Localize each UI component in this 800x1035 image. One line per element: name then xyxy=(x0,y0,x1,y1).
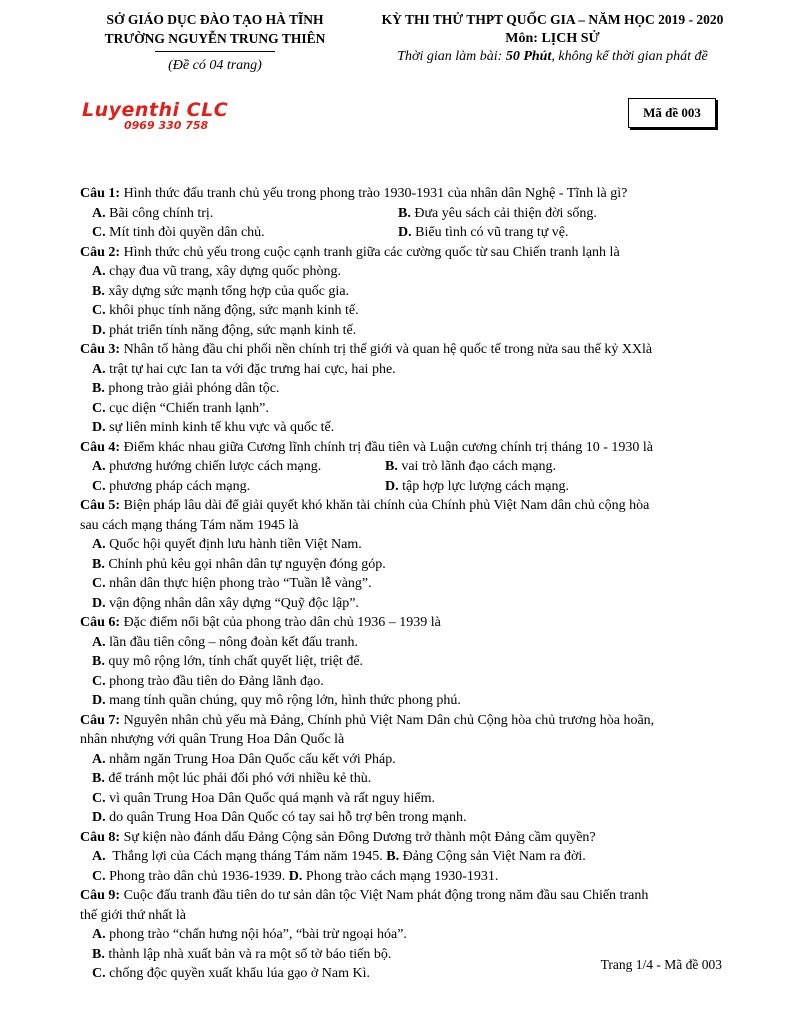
option-b[interactable]: B. để tránh một lúc phải đối phó với nhiều kẻ thù. xyxy=(92,771,372,786)
option-d[interactable]: D. phát triển tính năng động, sức mạnh kinh tế. xyxy=(92,322,357,338)
school-name: TRƯỜNG NGUYỄN TRUNG THIÊN xyxy=(104,31,326,46)
pages-note: (Đề có 04 trang) xyxy=(168,58,262,73)
option-c[interactable]: C. phong trào đầu tiên do Đảng lãnh đạo. xyxy=(92,673,324,689)
option-b[interactable]: B. Đảng Cộng sản Việt Nam ra đời. xyxy=(386,849,586,864)
option-a[interactable]: A. phong trào “chấn hưng nội hóa”, “bài trừ ngoại hóa”. xyxy=(92,927,407,942)
logo-phone: 0969 330 758 xyxy=(124,119,209,132)
luyenthi-logo xyxy=(82,100,228,132)
exam-header xyxy=(345,10,760,66)
option-c[interactable]: C. cục diện “Chiến tranh lạnh”. xyxy=(92,400,269,416)
exam-code-box: Mã đề 003 xyxy=(628,98,716,128)
question-9: Câu 9: Cuộc đấu tranh đầu tiên do tư sản dân tộc Việt Nam phát động trong năm đầu sau Chiến tranh thế giới thứ nhất là A. phong trào “chấn hưng nội hóa”, “bài trừ ngoại hóa”. B. thành lập nhà xuất bản và ra một số tờ báo tiến bộ. C. chống độc quyền xuất khẩu lúa gạo ở Nam Kì. xyxy=(80,886,730,984)
question-6: Câu 6: Đặc điểm nổi bật của phong trào dân chủ 1936 – 1939 là A. lần đầu tiên công – nông đoàn kết đấu tranh. B. quy mô rộng lớn, tính chất quyết liệt, triệt để. C. phong trào đầu tiên do Đảng lãnh đạo. D. mang tính quần chúng, quy mô rộng lớn, hình thức phong phú. xyxy=(80,613,730,711)
option-c[interactable]: C. Mít tinh đòi quyền dân chủ. xyxy=(92,225,265,240)
option-b[interactable]: B. Chính phủ kêu gọi nhân dân tự nguyện đóng góp. xyxy=(92,556,386,572)
option-b[interactable]: B. vai trò lãnh đạo cách mạng. xyxy=(385,459,557,474)
option-a[interactable]: A. nhằm ngăn Trung Hoa Dân Quốc cấu kết với Pháp. xyxy=(92,751,396,767)
option-a[interactable]: A. trật tự hai cực Ian ta với đặc trưng hai cực, hai phe. xyxy=(92,361,396,377)
option-c[interactable]: C. nhân dân thực hiện phong trào “Tuần lễ vàng”. xyxy=(92,576,372,591)
department-name: SỞ GIÁO DỤC ĐÀO TẠO HÀ TĨNH xyxy=(106,12,324,27)
header-divider xyxy=(155,51,275,52)
question-5: Câu 5: Biện pháp lâu dài để giải quyết khó khăn tài chính của Chính phủ Việt Nam dân chủ cộng hòa sau cách mạng tháng Tám năm 1945 là A. Quốc hội quyết định lưu hành tiền Việt Nam. B. Chính phủ kêu gọi nhân dân tự nguyện đóng góp. C. nhân dân thực hiện phong trào “Tuần lễ vàng”. D. vận động nhân dân xây dựng “Quỹ độc lập”. xyxy=(80,496,730,613)
option-c[interactable]: C. chống độc quyền xuất khẩu lúa gạo ở Nam Kì. xyxy=(92,966,371,981)
option-c[interactable]: C. Phong trào dân chủ 1936-1939. xyxy=(92,868,286,884)
question-3: Câu 3: Nhân tố hàng đầu chi phối nền chính trị thế giới và quan hệ quốc tế trong nửa sau thế kỷ XXlà A. trật tự hai cực Ian ta với đặc trưng hai cực, hai phe. B. phong trào giải phóng dân tộc. C. cục diện “Chiến tranh lạnh”. D. sự liên minh kinh tế khu vực và quốc tế. xyxy=(80,340,730,438)
option-c[interactable]: C. phương pháp cách mạng. xyxy=(92,478,251,494)
option-c[interactable]: C. khôi phục tính năng động, sức mạnh kinh tế. xyxy=(92,303,359,318)
option-d[interactable]: D. Biểu tình có vũ trang tự vệ. xyxy=(398,225,569,240)
option-a[interactable]: A. Bãi công chính trị. xyxy=(92,205,214,221)
option-d[interactable]: D. Phong trào cách mạng 1930-1931. xyxy=(288,868,499,884)
option-d[interactable]: D. sự liên minh kinh tế khu vực và quốc tế. xyxy=(92,420,335,435)
exam-subject: Môn: LỊCH SỬ xyxy=(505,31,600,46)
option-d[interactable]: D. tập hợp lực lượng cách mạng. xyxy=(385,478,569,494)
option-b[interactable]: B. xây dựng sức mạnh tổng hợp của quốc gia. xyxy=(92,283,350,299)
logo-name: Luyenthi CLC xyxy=(82,99,229,121)
option-d[interactable]: D. do quân Trung Hoa Dân Quốc có tay sai hỗ trợ bên trong mạnh. xyxy=(92,810,467,825)
option-d[interactable]: D. mang tính quần chúng, quy mô rộng lớn, hình thức phong phú. xyxy=(92,693,461,708)
question-7: Câu 7: Nguyên nhân chủ yếu mà Đảng, Chính phủ Việt Nam Dân chủ Cộng hòa chủ trương hòa hoãn, nhân nhượng với quân Trung Hoa Dân Quốc là A. nhằm ngăn Trung Hoa Dân Quốc cấu kết với Pháp. B. để tránh một lúc phải đối phó với nhiều kẻ thù. C. vì quân Trung Hoa Dân Quốc quá mạnh và rất nguy hiểm. D. do quân Trung Hoa Dân Quốc có tay sai hỗ trợ bên trong mạnh. xyxy=(80,711,730,828)
option-a[interactable]: A. phương hướng chiến lược cách mạng. xyxy=(92,459,322,474)
questions-list xyxy=(80,184,730,984)
option-b[interactable]: B. Đưa yêu sách cải thiện đời sống. xyxy=(398,205,597,221)
question-8: Câu 8: Sự kiện nào đánh dấu Đảng Cộng sản Đông Dương trở thành một Đảng cầm quyền? A. Thắng lợi của Cách mạng tháng Tám năm 1945. B. Đảng Cộng sản Việt Nam ra đời. C. Phong trào dân chủ 1936-1939. D. Phong trào cách mạng 1930-1931. xyxy=(80,829,596,884)
option-a[interactable]: A. lần đầu tiên công – nông đoàn kết đấu tranh. xyxy=(92,634,358,650)
option-b[interactable]: B. quy mô rộng lớn, tính chất quyết liệt, triệt để. xyxy=(92,654,364,669)
option-c[interactable]: C. vì quân Trung Hoa Dân Quốc quá mạnh và rất nguy hiểm. xyxy=(92,790,435,806)
option-a[interactable]: A. chạy đua vũ trang, xây dựng quốc phòng. xyxy=(92,264,342,279)
question-4: Câu 4: Điểm khác nhau giữa Cương lĩnh chính trị đầu tiên và Luận cương chính trị tháng 10 - 1930 là A. phương hướng chiến lược cách mạng. B. vai trò lãnh đạo cách mạng. C. phương pháp cách mạng. D. tập hợp lực lượng cách mạng. xyxy=(80,438,730,497)
exam-title: KỲ THI THỬ THPT QUỐC GIA – NĂM HỌC 2019 - 2020 xyxy=(381,12,724,27)
option-d[interactable]: D. vận động nhân dân xây dựng “Quỹ độc lập”. xyxy=(92,595,359,611)
question-1: Câu 1: Hình thức đấu tranh chủ yếu trong phong trào 1930-1931 của nhân dân Nghệ - Tĩnh là gì? A. Bãi công chính trị. B. Đưa yêu sách cải thiện đời sống. C. Mít tinh đòi quyền dân chủ. D. Biểu tình có vũ trang tự vệ. xyxy=(80,184,730,243)
page-footer: Trang 1/4 - Mã đề 003 xyxy=(600,957,722,972)
school-header xyxy=(70,10,360,74)
exam-time: Thời gian làm bài: 50 Phút, không kể thời gian phát đề xyxy=(397,49,708,64)
option-a[interactable]: A. Thắng lợi của Cách mạng tháng Tám năm 1945. xyxy=(92,849,383,864)
option-a[interactable]: A. Quốc hội quyết định lưu hành tiền Việt Nam. xyxy=(92,537,362,552)
option-b[interactable]: B. thành lập nhà xuất bản và ra một số tờ báo tiến bộ. xyxy=(92,946,392,962)
option-b[interactable]: B. phong trào giải phóng dân tộc. xyxy=(92,381,280,396)
question-2: Câu 2: Hình thức chủ yếu trong cuộc cạnh tranh giữa các cường quốc từ sau Chiến tranh lạnh là A. chạy đua vũ trang, xây dựng quốc phòng. B. xây dựng sức mạnh tổng hợp của quốc gia. C. khôi phục tính năng động, sức mạnh kinh tế. D. phát triển tính năng động, sức mạnh kinh tế. xyxy=(80,243,730,341)
